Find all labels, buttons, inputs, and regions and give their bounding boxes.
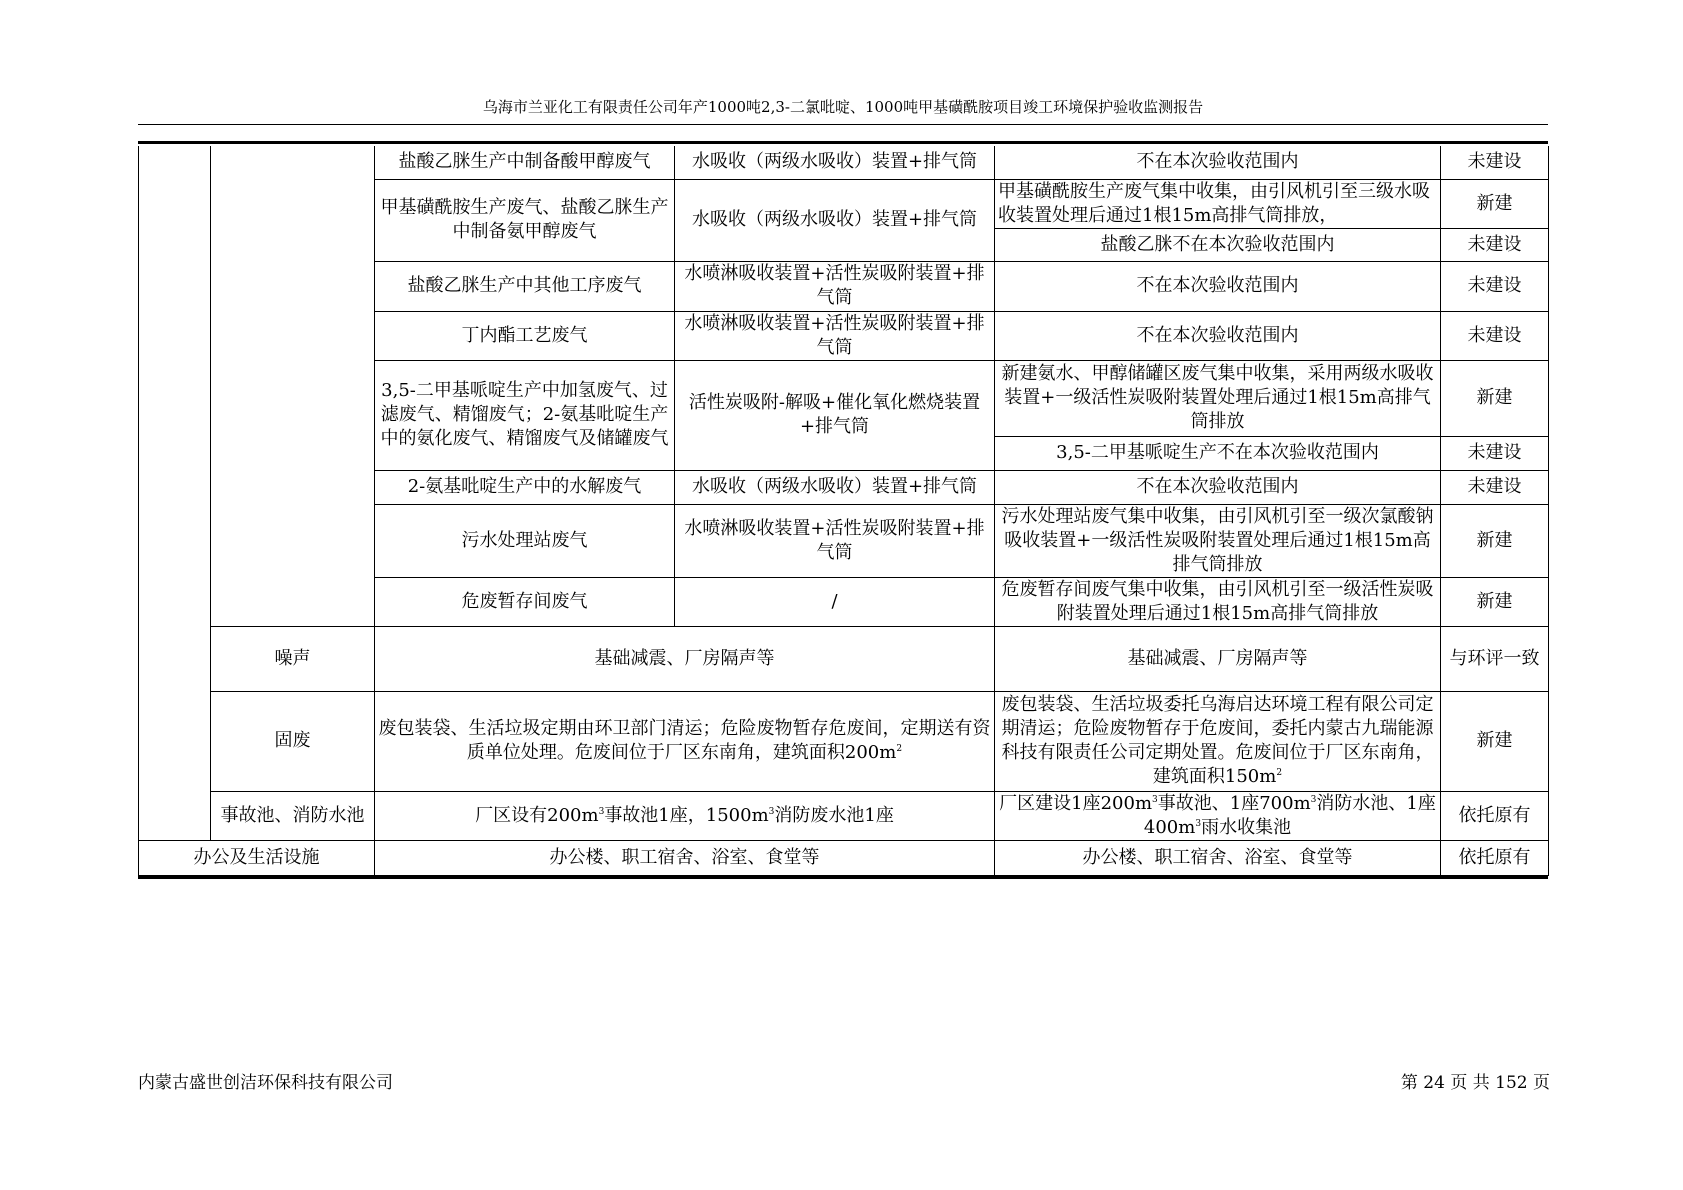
- gas-actual-cell: 污水处理站废气集中收集，由引风机引至一级次氯酸钠吸收装置+一级活性炭吸附装置处理后通过1根15m高排气筒排放: [995, 504, 1441, 577]
- gas-actual-cell: 新建氨水、甲醇储罐区废气集中收集，采用两级水吸收装置+一级活性炭吸附装置处理后通过1根15m高排气筒排放: [995, 360, 1441, 436]
- gas-measure-cell: 水喷淋吸收装置+活性炭吸附装置+排气筒: [675, 311, 995, 360]
- gas-status-cell: 未建设: [1441, 311, 1549, 360]
- gas-status-cell: 新建: [1441, 577, 1549, 626]
- pool-category-cell: 事故池、消防水池: [211, 791, 375, 840]
- gas-measure-cell: 水吸收（两级水吸收）装置+排气筒: [675, 179, 995, 261]
- gas-actual-cell: 不在本次验收范围内: [995, 311, 1441, 360]
- pool-actual-c: 消防水池、1座400m: [1143, 792, 1436, 838]
- subcategory-cell-blank: [211, 146, 375, 626]
- gas-source-cell: 3,5-二甲基哌啶生产中加氢废气、过滤废气、精馏废气；2-氨基吡啶生产中的氨化废气、精馏废气及储罐废气: [375, 360, 675, 470]
- footer-company: 内蒙古盛世创洁环保科技有限公司: [138, 1073, 393, 1093]
- office-measure-cell: 办公楼、职工宿舍、浴室、食堂等: [375, 840, 995, 875]
- pool-measure-cell: [375, 791, 995, 840]
- solid-measure-superscript: 2: [896, 744, 903, 754]
- header-rule-thin: [138, 124, 1548, 125]
- solid-category-cell: 固废: [211, 691, 375, 791]
- gas-measure-cell: 水吸收（两级水吸收）装置+排气筒: [675, 470, 995, 504]
- category-cell-blank: [139, 146, 211, 840]
- pool-actual-sup3: 3: [1195, 818, 1202, 829]
- table-row: [139, 840, 1549, 875]
- gas-status-cell: 未建设: [1441, 436, 1549, 470]
- gas-actual-cell: 盐酸乙脒不在本次验收范围内: [995, 228, 1441, 261]
- table-row: [139, 146, 1549, 179]
- gas-status-cell: 未建设: [1441, 470, 1549, 504]
- header-rule-thick: [138, 141, 1548, 144]
- footer-page-number: 第 24 页 共 152 页: [1400, 1073, 1550, 1093]
- table-row: [139, 691, 1549, 791]
- gas-measure-cell: 水喷淋吸收装置+活性炭吸附装置+排气筒: [675, 261, 995, 311]
- solid-actual-cell: [995, 691, 1441, 791]
- table-bottom-rule: [138, 876, 1548, 879]
- table-row: [139, 791, 1549, 840]
- gas-source-cell: 2-氨基吡啶生产中的水解废气: [375, 470, 675, 504]
- table-row: [139, 626, 1549, 691]
- noise-actual-cell: 基础减震、厂房隔声等: [995, 626, 1441, 691]
- gas-actual-cell: 不在本次验收范围内: [995, 261, 1441, 311]
- pool-measure-sup2: 3: [768, 806, 775, 817]
- gas-measure-cell: 活性炭吸附-解吸+催化氧化燃烧装置+排气筒: [675, 360, 995, 470]
- noise-measure-cell: 基础减震、厂房隔声等: [375, 626, 995, 691]
- gas-source-cell: 盐酸乙脒生产中其他工序废气: [375, 261, 675, 311]
- pool-actual-a: 厂区建设1座200m: [999, 792, 1153, 814]
- facility-table: [138, 146, 1549, 876]
- pool-measure-c: 消防废水池1座: [774, 804, 894, 826]
- pool-actual-sup2: 3: [1310, 794, 1317, 805]
- pool-measure-sup1: 3: [598, 806, 605, 817]
- facility-table-wrapper: [138, 146, 1548, 879]
- pool-actual-d: 雨水收集池: [1201, 816, 1292, 838]
- solid-actual-superscript: 2: [1276, 768, 1283, 778]
- gas-measure-cell: /: [675, 577, 995, 626]
- pool-measure-b: 事故池1座，1500m: [604, 804, 769, 826]
- pool-status-cell: 依托原有: [1441, 791, 1549, 840]
- noise-status-cell: 与环评一致: [1441, 626, 1549, 691]
- gas-measure-cell: 水喷淋吸收装置+活性炭吸附装置+排气筒: [675, 504, 995, 577]
- gas-status-cell: 未建设: [1441, 146, 1549, 179]
- solid-status-cell: 新建: [1441, 691, 1549, 791]
- office-category-cell: 办公及生活设施: [139, 840, 375, 875]
- gas-measure-cell: 水吸收（两级水吸收）装置+排气筒: [675, 146, 995, 179]
- pool-actual-sup1: 3: [1152, 794, 1158, 805]
- gas-source-cell: 危废暂存间废气: [375, 577, 675, 626]
- office-actual-cell: 办公楼、职工宿舍、浴室、食堂等: [995, 840, 1441, 875]
- gas-status-cell: 未建设: [1441, 228, 1549, 261]
- solid-measure-cell: [375, 691, 995, 791]
- page-header: 乌海市兰亚化工有限责任公司年产1000吨2,3-二氯吡啶、1000吨甲基磺酰胺项目竣工环境保护验收监测报告: [482, 98, 1204, 116]
- gas-source-cell: 盐酸乙脒生产中制备酸甲醇废气: [375, 146, 675, 179]
- gas-status-cell: 新建: [1441, 504, 1549, 577]
- solid-measure-text: 废包装袋、生活垃圾定期由环卫部门清运；危险废物暂存危废间，定期送有资质单位处理。危废间位于厂区东南角，建筑面积200m: [378, 718, 991, 763]
- solid-actual-text: 废包装袋、生活垃圾委托乌海启达环境工程有限公司定期清运；危险废物暂存于危废间，委托内蒙古九瑞能源科技有限责任公司定期处置。危废间位于厂区东南角，建筑面积150m: [1001, 694, 1434, 787]
- pool-actual-b: 事故池、1座700m: [1157, 792, 1311, 814]
- gas-status-cell: 新建: [1441, 360, 1549, 436]
- gas-actual-cell: 危废暂存间废气集中收集，由引风机引至一级活性炭吸附装置处理后通过1根15m高排气筒排放: [995, 577, 1441, 626]
- noise-category-cell: 噪声: [211, 626, 375, 691]
- gas-actual-cell: 不在本次验收范围内: [995, 146, 1441, 179]
- office-status-cell: 依托原有: [1441, 840, 1549, 875]
- gas-status-cell: 新建: [1441, 179, 1549, 228]
- pool-measure-a: 厂区设有200m: [475, 804, 599, 826]
- gas-source-cell: 污水处理站废气: [375, 504, 675, 577]
- gas-actual-cell: 3,5-二甲基哌啶生产不在本次验收范围内: [995, 436, 1441, 470]
- gas-source-cell: 丁内酯工艺废气: [375, 311, 675, 360]
- gas-actual-cell: 甲基磺酰胺生产废气集中收集，由引风机引至三级水吸收装置处理后通过1根15m高排气筒排放，: [995, 179, 1441, 228]
- gas-actual-cell: 不在本次验收范围内: [995, 470, 1441, 504]
- pool-actual-cell: [995, 791, 1441, 840]
- gas-status-cell: 未建设: [1441, 261, 1549, 311]
- gas-source-cell: 甲基磺酰胺生产废气、盐酸乙脒生产中制备氨甲醇废气: [375, 179, 675, 261]
